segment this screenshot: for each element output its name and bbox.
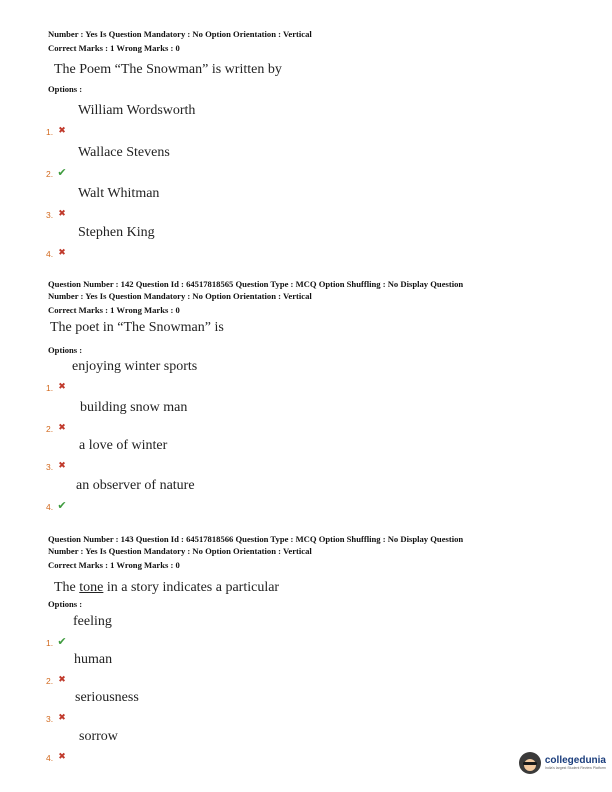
q141-option-3 bbox=[46, 186, 346, 220]
check-icon: ✔ bbox=[57, 499, 67, 512]
option-text: Walt Whitman bbox=[78, 186, 160, 201]
option-text: enjoying winter sports bbox=[72, 359, 198, 374]
q142-question-text: The poet in “The Snowman” is bbox=[50, 320, 224, 335]
option-text: a love of winter bbox=[79, 438, 168, 453]
cross-icon: ✖ bbox=[58, 460, 66, 471]
q141-option-1 bbox=[46, 103, 346, 137]
mascot-icon bbox=[519, 752, 541, 774]
q142-option-2 bbox=[46, 400, 346, 434]
brand-tagline: India's largest Student Review Platform bbox=[544, 766, 606, 770]
q142-meta-line-3: Correct Marks : 1 Wrong Marks : 0 bbox=[48, 305, 180, 315]
option-text: sorrow bbox=[79, 729, 118, 744]
option-number: 2. bbox=[46, 676, 54, 686]
check-icon: ✔ bbox=[57, 635, 67, 648]
cross-icon: ✖ bbox=[58, 751, 66, 762]
option-text: Wallace Stevens bbox=[78, 145, 170, 160]
q142-option-1 bbox=[46, 359, 346, 393]
option-text: seriousness bbox=[75, 690, 139, 705]
option-text: feeling bbox=[73, 614, 112, 629]
option-number: 1. bbox=[46, 383, 54, 393]
q143-question-text bbox=[54, 579, 279, 597]
cross-icon: ✖ bbox=[58, 125, 66, 136]
option-number: 3. bbox=[46, 210, 54, 220]
q142-option-4 bbox=[46, 478, 346, 512]
cross-icon: ✖ bbox=[58, 674, 66, 685]
q141-option-4 bbox=[46, 225, 346, 259]
q143-meta-line-1: Question Number : 143 Question Id : 64517818566 Question Type : MCQ Option Shuffling : No Display Question bbox=[48, 534, 464, 544]
option-text: building snow man bbox=[80, 400, 188, 415]
brand-name: collegedunia bbox=[544, 755, 606, 766]
q143-question-post: in a story indicates a particular bbox=[103, 580, 280, 595]
brand-text bbox=[545, 755, 606, 771]
q143-option-3 bbox=[46, 690, 346, 724]
cross-icon: ✖ bbox=[58, 208, 66, 219]
q141-meta-line-1: Number : Yes Is Question Mandatory : No Option Orientation : Vertical bbox=[48, 29, 312, 39]
option-number: 1. bbox=[46, 638, 54, 648]
collegedunia-logo bbox=[519, 752, 606, 774]
q143-meta-line-2: Number : Yes Is Question Mandatory : No Option Orientation : Vertical bbox=[48, 546, 312, 556]
q141-meta-line-2: Correct Marks : 1 Wrong Marks : 0 bbox=[48, 43, 180, 53]
cross-icon: ✖ bbox=[58, 381, 66, 392]
option-number: 2. bbox=[46, 424, 54, 434]
q142-options-label: Options : bbox=[48, 345, 83, 355]
option-text: Stephen King bbox=[78, 225, 155, 240]
q143-question-pre: The bbox=[54, 580, 80, 595]
q143-question-underlined: tone bbox=[79, 580, 104, 595]
q141-option-2 bbox=[46, 145, 346, 179]
cross-icon: ✖ bbox=[58, 422, 66, 433]
check-icon: ✔ bbox=[57, 166, 67, 179]
option-number: 4. bbox=[46, 753, 54, 763]
option-number: 1. bbox=[46, 127, 54, 137]
option-text: William Wordsworth bbox=[78, 103, 196, 118]
q142-meta-line-1: Question Number : 142 Question Id : 64517818565 Question Type : MCQ Option Shuffling : No Display Question bbox=[48, 279, 464, 289]
option-number: 4. bbox=[46, 249, 54, 259]
option-text: human bbox=[74, 652, 113, 667]
cross-icon: ✖ bbox=[58, 247, 66, 258]
option-number: 4. bbox=[46, 502, 54, 512]
q143-options-label: Options : bbox=[48, 599, 83, 609]
q143-option-4 bbox=[46, 729, 346, 763]
q141-options-label: Options : bbox=[48, 84, 83, 94]
q143-meta-line-3: Correct Marks : 1 Wrong Marks : 0 bbox=[48, 560, 180, 570]
option-number: 3. bbox=[46, 462, 54, 472]
option-number: 3. bbox=[46, 714, 54, 724]
option-text: an observer of nature bbox=[76, 478, 195, 493]
q143-option-2 bbox=[46, 652, 346, 686]
q143-option-1 bbox=[46, 614, 346, 648]
q141-question-text: The Poem “The Snowman” is written by bbox=[54, 62, 282, 77]
q142-option-3 bbox=[46, 438, 346, 472]
q142-meta-line-2: Number : Yes Is Question Mandatory : No Option Orientation : Vertical bbox=[48, 291, 312, 301]
cross-icon: ✖ bbox=[58, 712, 66, 723]
option-number: 2. bbox=[46, 169, 54, 179]
